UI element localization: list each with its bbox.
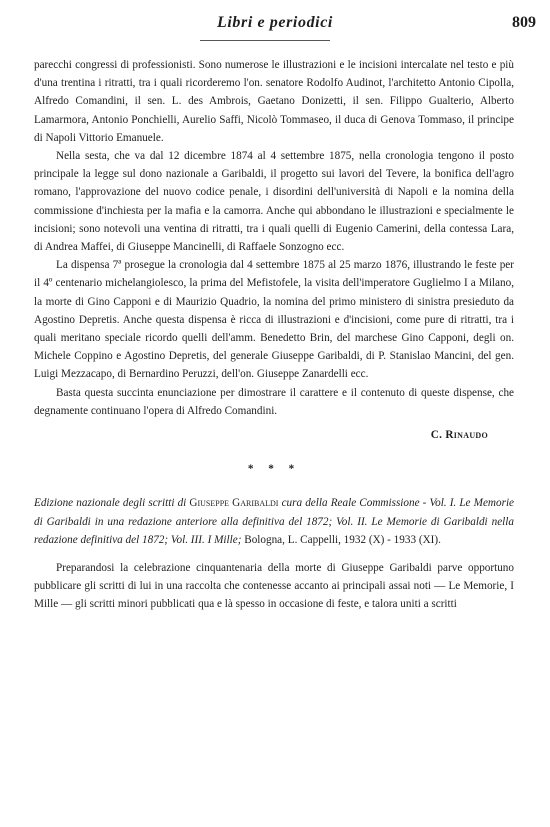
review-signature: C. Rinaudo <box>430 429 488 442</box>
header-rule <box>200 40 330 41</box>
bibliographic-entry <box>34 494 514 549</box>
body-text <box>34 56 514 614</box>
biblio-author: Giuseppe Garibaldi <box>189 497 279 510</box>
running-head: Libri e periodici <box>217 14 333 31</box>
biblio-title: cura della Reale Commissione - Vol. I. Le Memorie di Garibaldi in una redazione anteriore alla definitiva del 1872; Vol. II. Le Memorie di Garibaldi nella redazione definitiva del 1872; Vol. III. I Mille; <box>34 497 515 546</box>
section-separator: * * * <box>247 463 301 476</box>
paragraph-2: Nella sesta, che va dal 12 dicembre 1874 al 4 settembre 1875, nella cronologia tengono il posto principale la legge sul dono nazionale a Garibaldi, il progetto sui lavori del Tevere, la bonifica dell'agro romano, l'approvazione del nuovo codice penale, i disordini dell'università di Napoli e la nomina della commissione d'inchiesta per la mafia e la camorra. Anche qui abbondano le illustrazioni e specialmente le incisioni; sono notevoli una ventina di ritratti, tra i quali quelli di Eugenio Camerini, della contessa Lara, di Andrea Maffei, di Giuseppe Mancinelli, di Raffaele Sonzogno ecc. <box>34 150 514 254</box>
page-header <box>0 14 550 38</box>
paragraph-4: Basta questa succinta enunciazione per dimostrare il carattere e il contenuto di queste dispense, che degnamente continuano l'opera di Alfredo Comandini. <box>34 386 514 417</box>
paragraph-5: Preparandosi la celebrazione cinquantenaria della morte di Giuseppe Garibaldi parve opportuno pubblicare gli scritti di lui in una raccolta che contenesse accanto ai principali assai noti — Le Memorie, I Mille — gli scritti minori pubblicati qua e là spesso in occasione di feste, e talora uniti a scritti <box>34 562 514 611</box>
biblio-imprint: Bologna, L. Cappelli, 1932 (X) - 1933 (XI). <box>244 533 441 546</box>
biblio-start: Edizione nazionale degli scritti di <box>34 497 187 510</box>
paragraph-1: parecchi congressi di professionisti. Sono numerose le illustrazioni e le incisioni intercalate nel testo e più d'una trentina i ritratti, tra i quali ricorderemo l'on. senatore Rodolfo Audinot, l'architetto Antonio Cipolla, Alfredo Comandini, il sen. L. des Ambrois, Gaetano Donizetti, il sen. Filippo Gualterio, Alberto Lamarmora, Antonio Ponchielli, Aurelio Saffi, Nicolò Tommaseo, il duca di Genova Tommaso, il principe di Napoli Vittorio Emanuele. <box>34 59 514 144</box>
page-number: 809 <box>512 14 536 31</box>
paragraph-3: La dispensa 7ª prosegue la cronologia dal 4 settembre 1875 al 25 marzo 1876, illustrando le feste per il 4º centenario michelangiolesco, la prima del Mefistofele, la visita dell'imperatore Guglielmo I a Milano, la morte di Gino Capponi e di Maurizio Quadrio, la nomina del primo ministero di sinistra presieduto da Agostino Depretis. Anche questa dispensa è ricca di illustrazioni e d'incisioni, come pure di ritratti, tra i quali meritano speciale ricordo quelli dell'amm. Benedetto Brin, del marchese Gino Capponi, degli on. Michele Coppino e Agostino Depretis, del generale Giuseppe Garibaldi, di P. Stanislao Mancini, del gen. Luigi Mezzacapo, di Bernardino Peruzzi, dell'on. Giuseppe Zanardelli ecc. <box>34 259 514 381</box>
